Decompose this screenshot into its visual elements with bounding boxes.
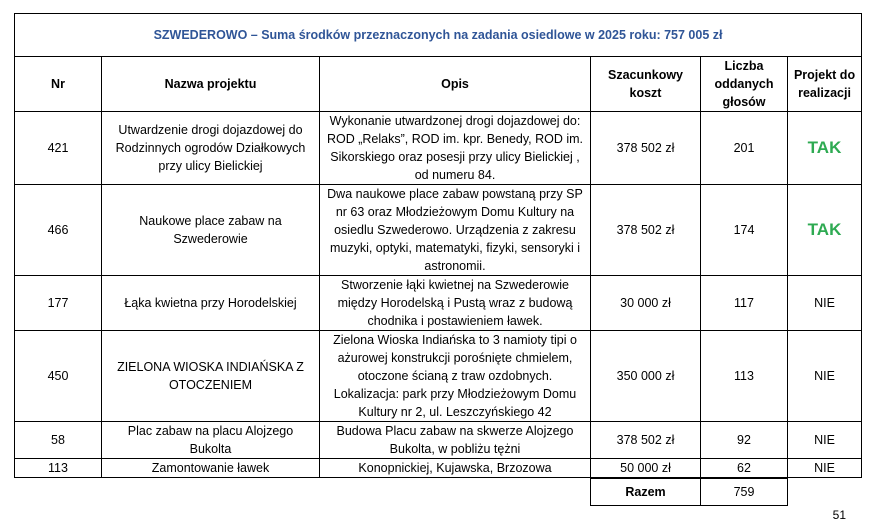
cell-desc: Wykonanie utwardzonej drogi dojazdowej do: ROD „Relaks”, ROD im. kpr. Benedy, ROD im. Sikorskiego oraz posesji przy ulicy Bielickiej , od numeru 84. bbox=[320, 112, 591, 185]
cell-votes: 92 bbox=[701, 422, 788, 459]
header-nr: Nr bbox=[15, 57, 102, 112]
header-row bbox=[15, 57, 862, 112]
cell-cost: 50 000 zł bbox=[591, 459, 701, 478]
cell-realization: TAK bbox=[788, 112, 862, 185]
table-title: SZWEDEROWO – Suma środków przeznaczonych na zadania osiedlowe w 2025 roku: 757 005 zł bbox=[15, 14, 862, 57]
cell-name: Plac zabaw na placu Alojzego Bukolta bbox=[102, 422, 320, 459]
table-row bbox=[15, 331, 862, 422]
page-number: 51 bbox=[832, 508, 846, 522]
table-row bbox=[15, 276, 862, 331]
cell-realization: TAK bbox=[788, 185, 862, 276]
cell-votes: 62 bbox=[701, 459, 788, 478]
header-cost: Szacunkowy koszt bbox=[591, 57, 701, 112]
table-row bbox=[15, 185, 862, 276]
table-row bbox=[15, 459, 862, 478]
cell-desc: Zielona Wioska Indiańska to 3 namioty tipi o ażurowej konstrukcji porośnięte chmielem, otoczone ścianą z traw ozdobnych. Lokalizacja: park przy Młodzieżowym Domu Kultury nr 2, ul. Leszczyńskiego 42 bbox=[320, 331, 591, 422]
cell-name: Łąka kwietna przy Horodelskiej bbox=[102, 276, 320, 331]
cell-nr: 421 bbox=[15, 112, 102, 185]
results-table bbox=[14, 13, 862, 478]
cell-cost: 378 502 zł bbox=[591, 112, 701, 185]
table-row bbox=[15, 112, 862, 185]
cell-desc: Budowa Placu zabaw na skwerze Alojzego Bukolta, w pobliżu tężni bbox=[320, 422, 591, 459]
cell-realization: NIE bbox=[788, 276, 862, 331]
cell-name: Utwardzenie drogi dojazdowej do Rodzinnych ogrodów Działkowych przy ulicy Bielickiej bbox=[102, 112, 320, 185]
header-name: Nazwa projektu bbox=[102, 57, 320, 112]
cell-nr: 177 bbox=[15, 276, 102, 331]
summary-total: 759 bbox=[701, 479, 788, 506]
summary-table bbox=[590, 478, 788, 506]
cell-desc: Konopnickiej, Kujawska, Brzozowa bbox=[320, 459, 591, 478]
cell-votes: 113 bbox=[701, 331, 788, 422]
cell-nr: 58 bbox=[15, 422, 102, 459]
header-desc: Opis bbox=[320, 57, 591, 112]
header-realization: Projekt do realizacji bbox=[788, 57, 862, 112]
document-page bbox=[14, 13, 861, 499]
summary-label: Razem bbox=[591, 479, 701, 506]
cell-votes: 201 bbox=[701, 112, 788, 185]
cell-nr: 466 bbox=[15, 185, 102, 276]
cell-nr: 450 bbox=[15, 331, 102, 422]
cell-cost: 30 000 zł bbox=[591, 276, 701, 331]
cell-cost: 378 502 zł bbox=[591, 422, 701, 459]
table-row bbox=[15, 422, 862, 459]
cell-realization: NIE bbox=[788, 459, 862, 478]
cell-name: ZIELONA WIOSKA INDIAŃSKA Z OTOCZENIEM bbox=[102, 331, 320, 422]
cell-desc: Stworzenie łąki kwietnej na Szwederowie między Horodelską i Pustą wraz z budową chodnika i postawieniem ławek. bbox=[320, 276, 591, 331]
cell-votes: 117 bbox=[701, 276, 788, 331]
cell-desc: Dwa naukowe place zabaw powstaną przy SP nr 63 oraz Młodzieżowym Domu Kultury na osiedlu Szwederowo. Urządzenia z zakresu muzyki, optyki, matematyki, fizyki, sensoryki i astronomii. bbox=[320, 185, 591, 276]
header-votes: Liczba oddanych głosów bbox=[701, 57, 788, 112]
cell-votes: 174 bbox=[701, 185, 788, 276]
cell-nr: 113 bbox=[15, 459, 102, 478]
cell-name: Zamontowanie ławek bbox=[102, 459, 320, 478]
cell-realization: NIE bbox=[788, 422, 862, 459]
cell-name: Naukowe place zabaw na Szwederowie bbox=[102, 185, 320, 276]
cell-realization: NIE bbox=[788, 331, 862, 422]
cell-cost: 350 000 zł bbox=[591, 331, 701, 422]
summary-row bbox=[591, 479, 788, 506]
cell-cost: 378 502 zł bbox=[591, 185, 701, 276]
